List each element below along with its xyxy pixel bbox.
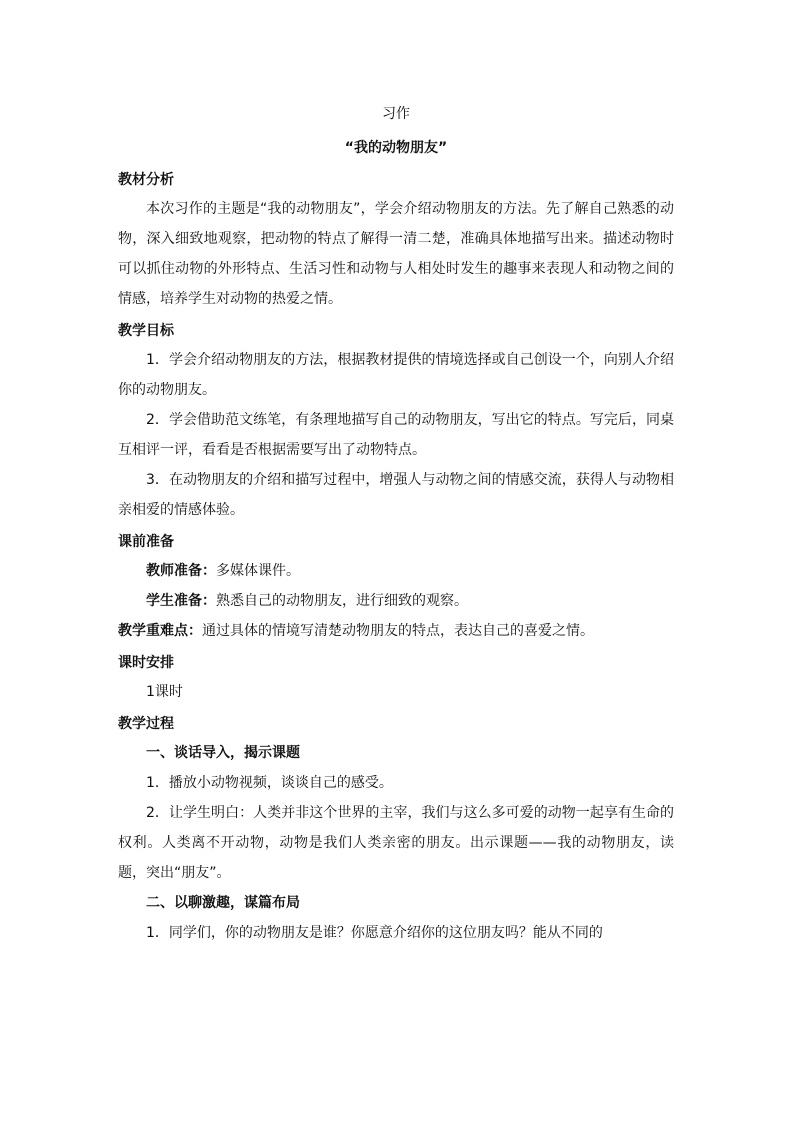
section-heading-analysis: 教材分析 <box>118 172 174 188</box>
goal-item-1: 1．学会介绍动物朋友的方法，根据教材提供的情境选择或自己创设一个，向别人介绍你的动物朋友。 <box>118 352 674 398</box>
process-part2-item-1: 1．同学们，你的动物朋友是谁？你愿意介绍你的这位朋友吗？能从不同的 <box>146 925 603 941</box>
process-part1-item-2: 2．让学生明白：人类并非这个世界的主宰，我们与这么多可爱的动物一起享有生命的权利。人类离不开动物，动物是我们人类亲密的朋友。出示课题——我的动物朋友，读题，突出“朋友”。 <box>118 805 674 881</box>
analysis-paragraph: 本次习作的主题是“我的动物朋友”，学会介绍动物朋友的方法。先了解自己熟悉的动物，深入细致地观察，把动物的特点了解得一清二楚，准确具体地描写出来。描述动物时可以抓住动物的外形特点、生活习性和动物与人相处时发生的趣事来表现人和动物之间的情感，培养学生对动物的热爱之情。 <box>118 201 674 307</box>
prep-teacher-text: 多媒体课件。 <box>216 563 300 579</box>
schedule-text: 1课时 <box>146 684 183 700</box>
prep-teacher <box>118 556 674 586</box>
prep-student <box>118 586 674 616</box>
document-content <box>118 103 674 948</box>
keypoints-label: 教学重难点： <box>118 623 202 639</box>
section-heading-schedule: 课时安排 <box>118 655 174 671</box>
goal-item-2: 2．学会借助范文练笔，有条理地描写自己的动物朋友，写出它的特点。写完后，同桌互相评一评，看看是否根据需要写出了动物特点。 <box>118 412 674 458</box>
section-heading-goals: 教学目标 <box>118 323 174 339</box>
document-title: 习作 <box>382 106 410 122</box>
goal-item-3: 3．在动物朋友的介绍和描写过程中，增强人与动物之间的情感交流，获得人与动物相亲相爱的情感体验。 <box>118 472 674 518</box>
prep-student-label: 学生准备： <box>146 593 216 609</box>
keypoints-line <box>118 616 674 646</box>
process-part1-heading: 一、谈话导入，揭示课题 <box>146 745 300 761</box>
section-heading-prep: 课前准备 <box>118 534 174 550</box>
section-heading-process: 教学过程 <box>118 716 174 732</box>
keypoints-text: 通过具体的情境写清楚动物朋友的特点，表达自己的喜爱之情。 <box>202 623 594 639</box>
process-part1-item-1: 1．播放小动物视频，谈谈自己的感受。 <box>146 775 393 791</box>
prep-student-text: 熟悉自己的动物朋友，进行细致的观察。 <box>216 593 468 609</box>
process-part2-heading: 二、以聊激趣，谋篇布局 <box>146 895 300 911</box>
prep-teacher-label: 教师准备： <box>146 563 216 579</box>
document-subtitle: “我的动物朋友” <box>344 140 448 156</box>
